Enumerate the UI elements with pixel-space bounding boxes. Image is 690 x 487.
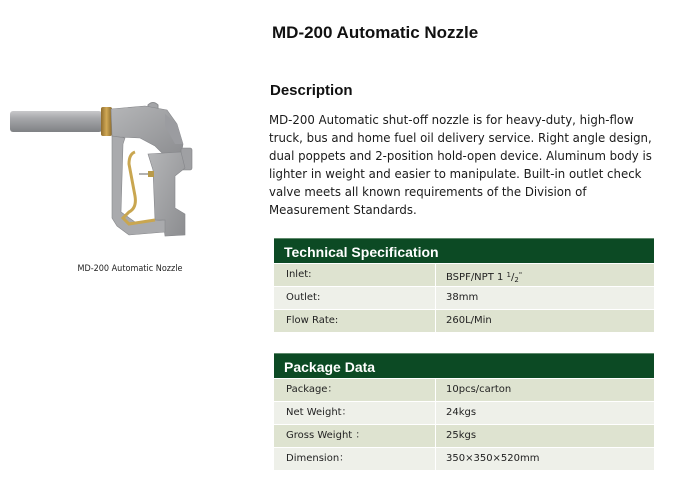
inlet-fraction-numerator: 1 [506,271,511,279]
table-row [274,447,654,470]
technical-spec-heading: Technical Specification [274,238,654,263]
description-heading: Description [270,82,353,99]
spec-label: Flow Rate: [274,310,436,332]
spec-value: 260L/Min [446,315,492,326]
brass-collar [101,107,112,136]
spec-label: Outlet: [274,287,436,309]
package-data-heading: Package Data [274,353,654,378]
table-row [274,401,654,424]
package-label: Package： [274,379,436,401]
inlet-value-prefix: BSPF/NPT 1 [446,272,507,283]
inlet-inch-mark: " [518,271,523,279]
package-value: 25kgs [446,430,477,441]
product-photo [5,100,205,250]
package-value: 24kgs [446,407,477,418]
table-row [274,378,654,401]
package-data-table [274,353,654,470]
package-value: 350×350×520mm [446,453,540,464]
package-label: Dimension： [274,448,436,470]
description-text: MD-200 Automatic shut-off nozzle is for heavy-duty, high-flow truck, bus and home fuel oil delivery service. Right angle design, dual poppets and 2-position hold-open device. Aluminum body is lighter in weight and easier to manipulate. Built-in outlet check valve meets all known requirements of the Division of Measurement Standards. [269,112,652,217]
package-label: Net Weight： [274,402,436,424]
inlet-fraction-slash: / [511,272,515,283]
inlet-fraction-denominator: 2 [514,276,519,284]
page-title: MD-200 Automatic Nozzle [272,23,479,42]
table-row [274,309,654,332]
spec-value [436,264,654,286]
product-caption: MD-200 Automatic Nozzle [77,264,183,274]
spec-value: 38mm [446,292,479,303]
package-value: 10pcs/carton [446,384,512,395]
package-label: Gross Weight ： [274,425,436,447]
brass-lever [123,152,155,224]
table-row [274,286,654,309]
table-row [274,263,654,286]
table-row [274,424,654,447]
technical-spec-table [274,238,654,332]
spec-label: Inlet: [274,264,436,286]
nozzle-spout [10,111,102,132]
